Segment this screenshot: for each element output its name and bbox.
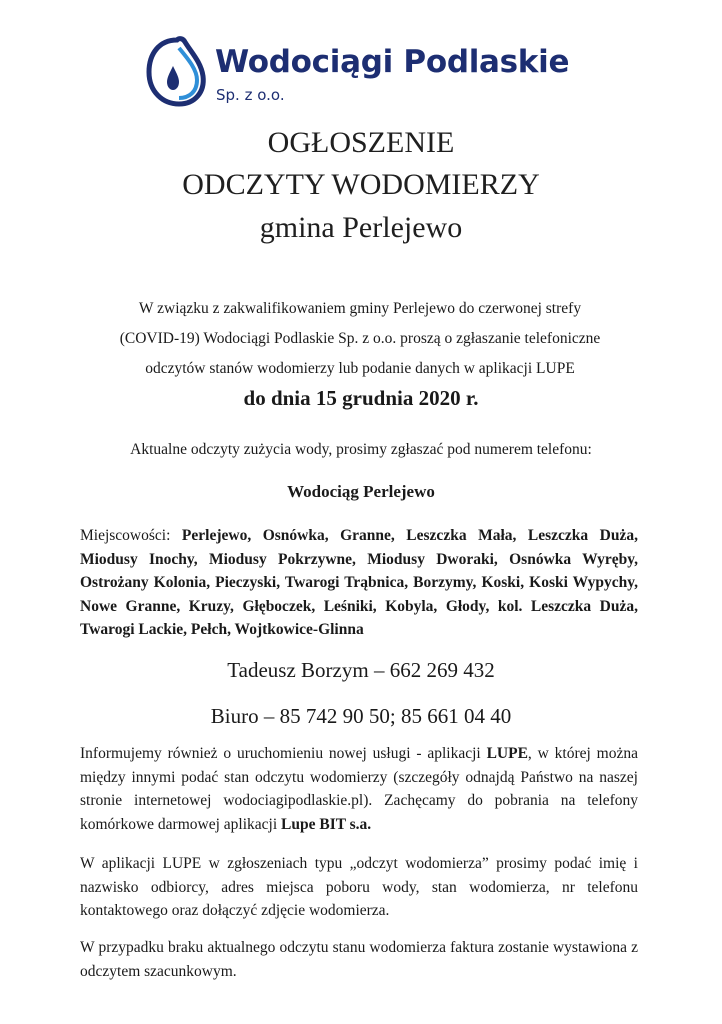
water-drop-logo-icon: [143, 32, 209, 110]
app-info-text: Informujemy również o uruchomieniu nowej usługi - aplikacji: [80, 745, 487, 762]
phone-intro-text: Aktualne odczyty zużycia wody, prosimy zgłaszać pod numerem telefonu:: [130, 441, 592, 458]
intro-line: (COVID-19) Wodociągi Podlaskie Sp. z o.o. proszą o zgłaszanie telefoniczne: [119, 330, 601, 347]
announcement-municipality: gmina Perlejewo: [259, 211, 463, 244]
app-vendor: Lupe BIT s.a.: [281, 815, 372, 833]
estimate-notice-paragraph: W przypadku braku aktualnego odczytu stanu wodomierza faktura zostanie wystawiona z odczytem szacunkowym.: [80, 939, 638, 980]
app-info-paragraph: [80, 742, 638, 836]
app-info-text: , w której można między innymi podać stan odczytu wodomierzy (szczegóły odnajdą Państwo na naszej stronie internetowej wodociagipodlaskie.pl). Zachęcamy do pobrania na telefony komórkowe darmowej aplikacji: [80, 745, 638, 833]
logo-company-name: Wodociągi Podlaskie: [215, 44, 570, 80]
localities-paragraph: [80, 524, 638, 642]
waterworks-name: Wodociąg Perlejewo: [287, 482, 435, 501]
deadline-text: do dnia 15 grudnia 2020 r.: [243, 386, 479, 410]
logo-company-type: Sp. z o.o.: [216, 86, 285, 104]
app-instructions-paragraph: W aplikacji LUPE w zgłoszeniach typu „odczyt wodomierza” prosimy podać imię i nazwisko odbiorcy, adres miejsca poboru wody, stan wodomierza, nr telefonu kontaktowego oraz dołączyć zdjęcie wodomierza.: [80, 855, 638, 919]
intro-line: W związku z zakwalifikowaniem gminy Perlejewo do czerwonej strefy: [138, 300, 582, 317]
intro-paragraph: [80, 294, 640, 384]
localities-label: Miejscowości:: [80, 527, 182, 544]
localities-list: Perlejewo, Osnówka, Granne, Leszczka Mała, Leszczka Duża, Miodusy Inochy, Miodusy Pokrzywne, Miodusy Dworaki, Osnówka Wyręby, Ostrożany Kolonia, Pieczyski, Twarogi Trąbnica, Borzymy, Koski, Koski Wypychy, Nowe Granne, Kruzy, Głęboczek, Leśniki, Kobyla, Głody, kol. Leszczka Duża, Twarogi Lackie, Pełch, Wojtkowice-Glinna: [80, 527, 638, 638]
announcement-heading: OGŁOSZENIE: [267, 126, 455, 159]
app-name: LUPE: [486, 745, 528, 762]
intro-line: odczytów stanów wodomierzy lub podanie danych w aplikacji LUPE: [145, 360, 575, 377]
contact-person-phone: Tadeusz Borzym – 662 269 432: [227, 658, 495, 682]
announcement-subject: ODCZYTY WODOMIERZY: [182, 168, 540, 201]
office-phone-numbers: Biuro – 85 742 90 50; 85 661 04 40: [210, 704, 512, 728]
